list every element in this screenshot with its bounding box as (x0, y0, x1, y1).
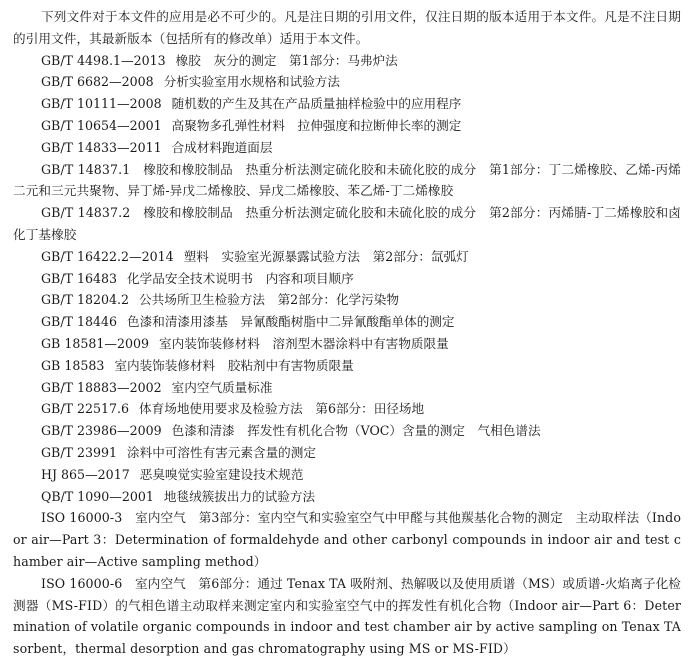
reference-title: 体育场地使用要求及检验方法 第6部分：田径场地 (139, 401, 425, 417)
reference-code: HJ 865—2017 (41, 466, 130, 482)
reference-item (13, 420, 681, 442)
reference-title: 塑料 实验室光源暴露试验方法 第2部分：氙弧灯 (183, 248, 469, 264)
reference-item (13, 289, 681, 311)
reference-item (13, 333, 681, 355)
reference-code: GB/T 10654—2001 (41, 117, 162, 133)
reference-code: GB/T 22517.6 (41, 401, 130, 417)
reference-title: 室内装饰装修材料 胶粘剂中有害物质限量 (114, 357, 354, 373)
reference-item (13, 115, 681, 137)
reference-item (13, 50, 681, 72)
reference-item (13, 311, 681, 333)
reference-code: GB/T 18204.2 (41, 292, 130, 308)
reference-code: GB/T 18446 (41, 314, 118, 330)
reference-list-b (13, 246, 681, 508)
reference-iso-16000-6: ISO 16000-6 室内空气 第6部分：通过 Tenax TA 吸附剂、热解吸以及使用质谱（MS）或质谱-火焰离子化检测器（MS-FID）的气相色谱主动取样来测定室内和实验室空气中的挥发性有机化合物（Indoor air—Part 6：Determination of volatile organic compounds in indoor and test chamber air by active sampling on Tenax TA sorbent，thermal desorption and gas chromatography using MS or MS-FID） (13, 575, 681, 657)
reference-code: GB/T 10111—2008 (41, 96, 162, 112)
reference-code: GB/T 14833—2011 (41, 139, 162, 155)
reference-item (13, 246, 681, 268)
reference-title: 室内装饰装修材料 溶剂型木器涂料中有害物质限量 (159, 335, 449, 351)
reference-item (13, 268, 681, 290)
reference-title: 合成材料跑道面层 (171, 139, 273, 155)
reference-long-item-14837-1: GB/T 14837.1 橡胶和橡胶制品 热重分析法测定硫化胶和未硫化胶的成分 第1部分：丁二烯橡胶、乙烯-丙烯二元和三元共聚物、异丁烯-异戊二烯橡胶、异戊二烯橡胶、苯乙烯-丁二烯橡胶 (13, 161, 681, 199)
reference-item (13, 398, 681, 420)
reference-code: GB/T 16422.2—2014 (41, 248, 174, 264)
reference-item (13, 355, 681, 377)
reference-title: 随机数的产生及其在产品质量抽样检验中的应用程序 (171, 96, 462, 112)
intro-paragraph: 下列文件对于本文件的应用是必不可少的。凡是注日期的引用文件，仅注日期的版本适用于本文件。凡是不注日期的引用文件，其最新版本（包括所有的修改单）适用于本文件。 (13, 9, 681, 46)
reference-item (13, 442, 681, 464)
reference-iso-16000-3: ISO 16000-3 室内空气 第3部分：室内空气和实验室空气中甲醛与其他羰基化合物的测定 主动取样法（Indoor air—Part 3：Determination of formaldehyde and other carbonyl compounds in indoor air and test chamber air—Active sampling method） (13, 510, 681, 569)
reference-item (13, 464, 681, 486)
reference-title: 色漆和清漆用漆基 异氰酸酯树脂中二异氰酸酯单体的测定 (127, 314, 455, 330)
reference-title: 地毯绒簇拔出力的试验方法 (163, 488, 316, 504)
reference-item (13, 71, 681, 93)
reference-title: 分析实验室用水规格和试验方法 (163, 74, 340, 90)
reference-code: GB/T 4498.1—2013 (41, 52, 166, 68)
reference-item (13, 137, 681, 159)
reference-list-a (13, 50, 681, 159)
reference-title: 橡胶 灰分的测定 第1部分：马弗炉法 (175, 52, 398, 68)
reference-code: GB/T 23986—2009 (41, 423, 162, 439)
reference-code: GB/T 6682—2008 (41, 74, 154, 90)
reference-item (13, 93, 681, 115)
reference-code: GB/T 23991 (41, 444, 118, 460)
reference-title: 涂料中可溶性有害元素含量的测定 (127, 444, 316, 460)
reference-title: 公共场所卫生检验方法 第2部分：化学污染物 (139, 292, 399, 308)
reference-code: GB/T 18883—2002 (41, 379, 162, 395)
reference-item (13, 486, 681, 508)
reference-code: GB 18581—2009 (41, 335, 150, 351)
reference-title: 色漆和清漆 挥发性有机化合物（VOC）含量的测定 气相色谱法 (171, 423, 541, 439)
reference-long-item-14837-2: GB/T 14837.2 橡胶和橡胶制品 热重分析法测定硫化胶和未硫化胶的成分 第2部分：丙烯腈-丁二烯橡胶和卤化丁基橡胶 (13, 205, 681, 242)
reference-title: 高聚物多孔弹性材料 拉伸强度和拉断伸长率的测定 (171, 117, 462, 133)
reference-title: 恶臭嗅觉实验室建设技术规范 (139, 466, 304, 482)
reference-title: 化学品安全技术说明书 内容和项目顺序 (127, 270, 354, 286)
reference-code: GB 18583 (41, 357, 105, 373)
reference-code: QB/T 1090—2001 (41, 488, 154, 504)
reference-item (13, 377, 681, 399)
reference-title: 室内空气质量标准 (171, 379, 273, 395)
reference-code: GB/T 16483 (41, 270, 118, 286)
